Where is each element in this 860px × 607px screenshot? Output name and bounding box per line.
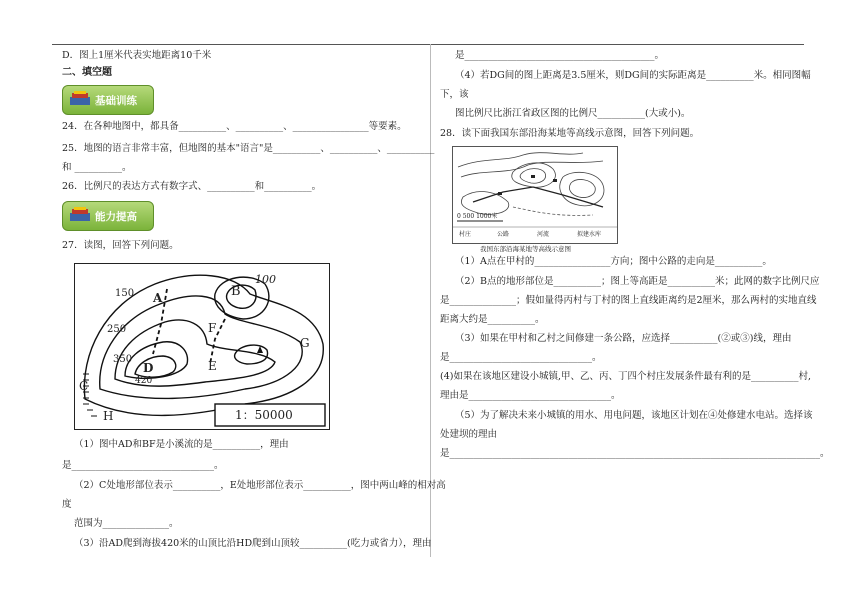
question-25-cont: 和 __________。	[62, 162, 132, 173]
question-24: 24．在各种地图中，都具备__________、__________、________________等要素。	[62, 121, 407, 132]
legend-road: 公路	[497, 231, 510, 238]
question-28-2: （2）B点的地形部位是__________；图上等高距是__________米；此网的数字比例尺应	[455, 276, 820, 287]
question-28-5-cont: 处建坝的理由	[440, 429, 498, 440]
point-c: C	[79, 379, 89, 393]
question-27-2: （2）C处地形部位表示__________，E处地形部位表示__________，图中两山峰的相对高	[74, 480, 446, 491]
point-h: H	[103, 409, 114, 423]
top-rule	[52, 44, 804, 45]
question-28-5-answer: 是______________________________________________________________________________。	[440, 448, 830, 459]
question-28-3: （3）如果在甲村和乙村之间修建一条公路，应选择__________(②或③)线，理由	[455, 333, 792, 344]
question-27-4: （4）若DG间的图上距离是3.5厘米，则DG间的实际距离是__________米。相同图幅	[455, 70, 811, 81]
question-28-4: (4)如果在该地区建设小城镇,甲、乙、丙、丁四个村庄发展条件最有利的是__________村,	[440, 371, 811, 382]
question-27-3: （3）沿AD爬到海拔420米的山顶比沿HD爬到山顶较__________(吃力或省力），理由	[74, 538, 432, 549]
question-28-5: （5）为了解决未来小城镇的用水、用电问题，该地区计划在④处修建水电站。选择该	[455, 410, 813, 421]
question-27-4-cont: 下，该	[440, 89, 469, 100]
question-27-1: （1）图中AD和BF是小溪流的是__________，理由	[74, 439, 289, 450]
book-icon	[69, 91, 91, 107]
contour-label-100: 100	[255, 273, 276, 286]
badge-label: 基础训练	[95, 95, 137, 107]
book-icon	[69, 207, 91, 223]
question-28-4-cont: 理由是______________________________。	[440, 390, 621, 401]
question-28-3-cont: 是______________________________。	[440, 352, 602, 363]
section-title: 二、填空题	[62, 67, 112, 78]
point-d: D	[143, 361, 154, 375]
question-27-2-range: 范围为______________。	[74, 518, 179, 529]
question-28-2-cont: 是______________；假如量得丙村与丁村的图上直线距离约是2厘米，那么两村的实地直线	[440, 295, 817, 306]
legend-river: 河流	[537, 231, 550, 238]
coastal-contour-map	[452, 146, 618, 244]
question-28: 28．读下面我国东部沿海某地等高线示意图，回答下列问题。	[440, 128, 700, 139]
question-27-1-cont: 是______________________________。	[62, 460, 224, 471]
contour-label-420: 420	[135, 376, 153, 386]
option-d: D．图上1厘米代表实地距离10千米	[62, 50, 212, 61]
contour-label-150: 150	[115, 288, 135, 299]
question-27: 27．读图，回答下列问题。	[62, 240, 179, 251]
contour-label-350: 350	[113, 354, 133, 365]
point-g: G	[300, 336, 310, 350]
question-27-2-cont: 度	[62, 499, 72, 510]
question-26: 26．比例尺的表达方式有数字式、__________和__________。	[62, 181, 322, 192]
question-27-4-scale: 图比例尺比浙江省政区图的比例尺__________(大或小)。	[455, 108, 691, 119]
badge-label: 能力提高	[95, 211, 137, 223]
point-e: E	[208, 359, 217, 373]
contour-map	[74, 263, 330, 430]
legend-reservoir: 拟建水库	[577, 231, 602, 238]
point-b: B	[231, 284, 241, 299]
map-caption: 我国东部沿海某地等高线示意图	[480, 245, 571, 253]
badge-ability-improve	[62, 201, 154, 231]
contour-label-250: 250	[107, 324, 127, 335]
question-25: 25．地图的语言非常丰富，但地图的基本"语言"是__________、__________、__________	[62, 143, 435, 154]
question-28-2-distance: 距离大约是__________。	[440, 314, 545, 325]
point-a: A	[153, 291, 163, 305]
map-scale-bar: 0 500 1000米	[457, 213, 498, 220]
question-28-1: （1）A点在甲村的________________方向；图中公路的走向是__________。	[455, 256, 772, 267]
contour-lines	[75, 264, 329, 429]
map-scale: 1：50000	[235, 408, 293, 422]
legend-village: 村庄	[459, 231, 472, 238]
point-f: F	[208, 321, 217, 335]
badge-basic-training	[62, 85, 154, 115]
q27-3-answer: 是________________________________________。	[455, 50, 665, 61]
